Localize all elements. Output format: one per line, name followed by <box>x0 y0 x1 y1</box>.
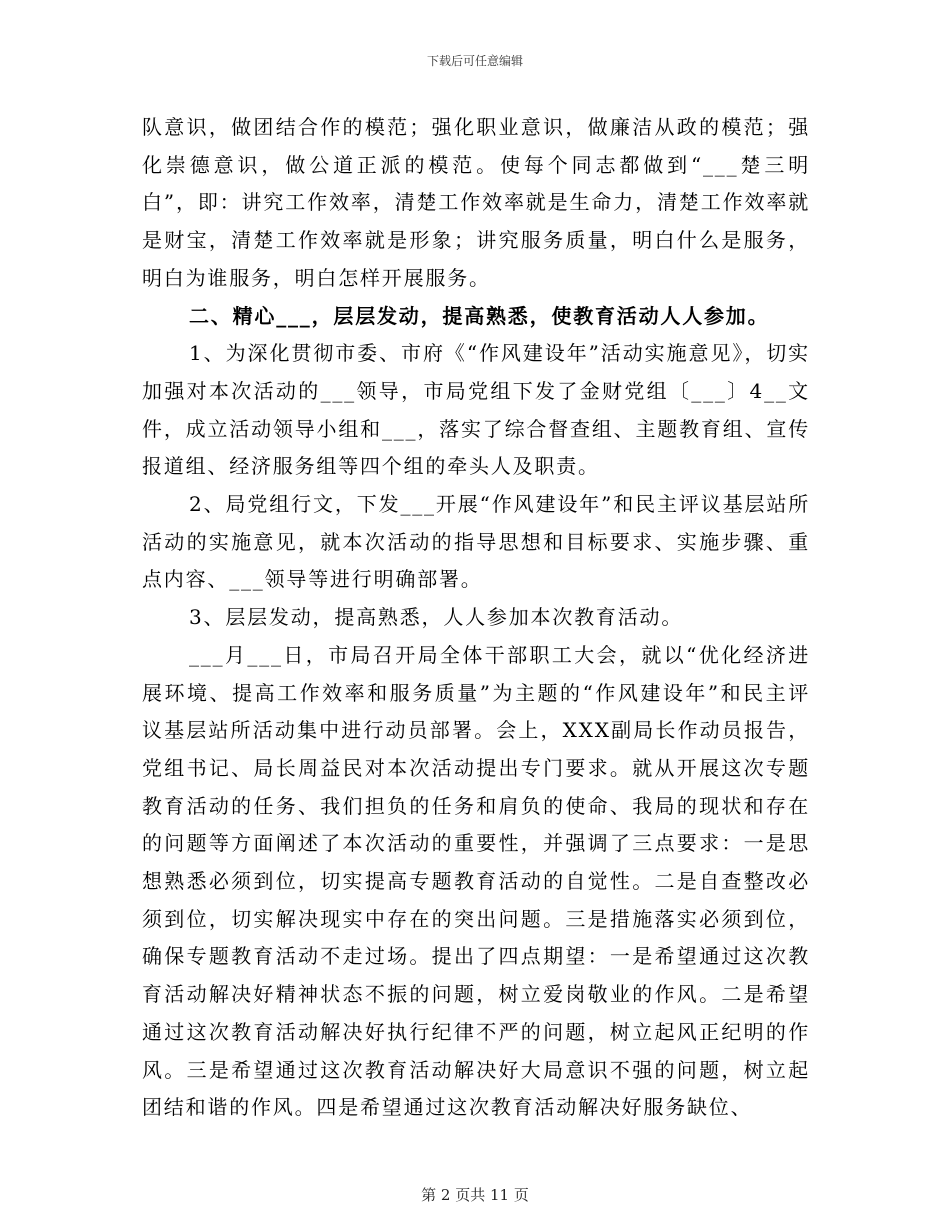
paragraph-item-2: 2、局党组行文，下发___开展“作风建设年”和民主评议基层站所活动的实施意见，就本次活动的指导思想和目标要求、实施步骤、重点内容、___领导等进行明确部署。 <box>142 492 810 592</box>
page-footer: 第 2 页共 11 页 <box>421 1186 529 1204</box>
document-body <box>142 109 810 1127</box>
paragraph-meeting: ___月___日，市局召开局全体干部职工大会，就以“优化经济进展环境、提高工作效率和服务质量”为主题的“作风建设年”和民主评议基层站所活动集中进行动员部署。会上，XXX副局长作动员报告，党组书记、局长周益民对本次活动提出专门要求。就从开展这次专题教育活动的任务、我们担负的任务和肩负的使命、我局的现状和存在的问题等方面阐述了本次活动的重要性，并强调了三点要求：一是思想熟悉必须到位，切实提高专题教育活动的自觉性。二是自查整改必须到位，切实解决现实中存在的突出问题。三是措施落实必须到位，确保专题教育活动不走过场。提出了四点期望：一是希望通过这次教育活动解决好精神状态不振的问题，树立爱岗敬业的作风。二是希望通过这次教育活动解决好执行纪律不严的问题，树立起风正纪明的作风。三是希望通过这次教育活动解决好大局意识不强的问题，树立起团结和谐的作风。四是希望通过这次教育活动解决好服务缺位、 <box>142 642 810 1120</box>
paragraph-item-3: 3、层层发动，提高熟悉，人人参加本次教育活动。 <box>189 605 684 630</box>
paragraph-continuation: 队意识，做团结合作的模范；强化职业意识，做廉洁从政的模范；强化崇德意识，做公道正派的模范。使每个同志都做到“___楚三明白”，即：讲究工作效率，清楚工作效率就是生命力，清楚工作效率就是财宝，清楚工作效率就是形象；讲究服务质量，明白什么是服务，明白为谁服务，明白怎样开展服务。 <box>142 115 810 290</box>
page-header: 下载后可任意编辑 <box>426 54 523 68</box>
paragraph-item-1: 1、为深化贯彻市委、市府《“作风建设年”活动实施意见》，切实加强对本次活动的___领导，市局党组下发了金财党组〔___〕4__文件，成立活动领导小组和___，落实了综合督查组、主题教育组、宣传报道组、经济服务组等四个组的牵头人及职责。 <box>142 341 810 479</box>
section-heading: 二、精心___，层层发动，提高熟悉，使教育活动人人参加。 <box>189 303 770 328</box>
